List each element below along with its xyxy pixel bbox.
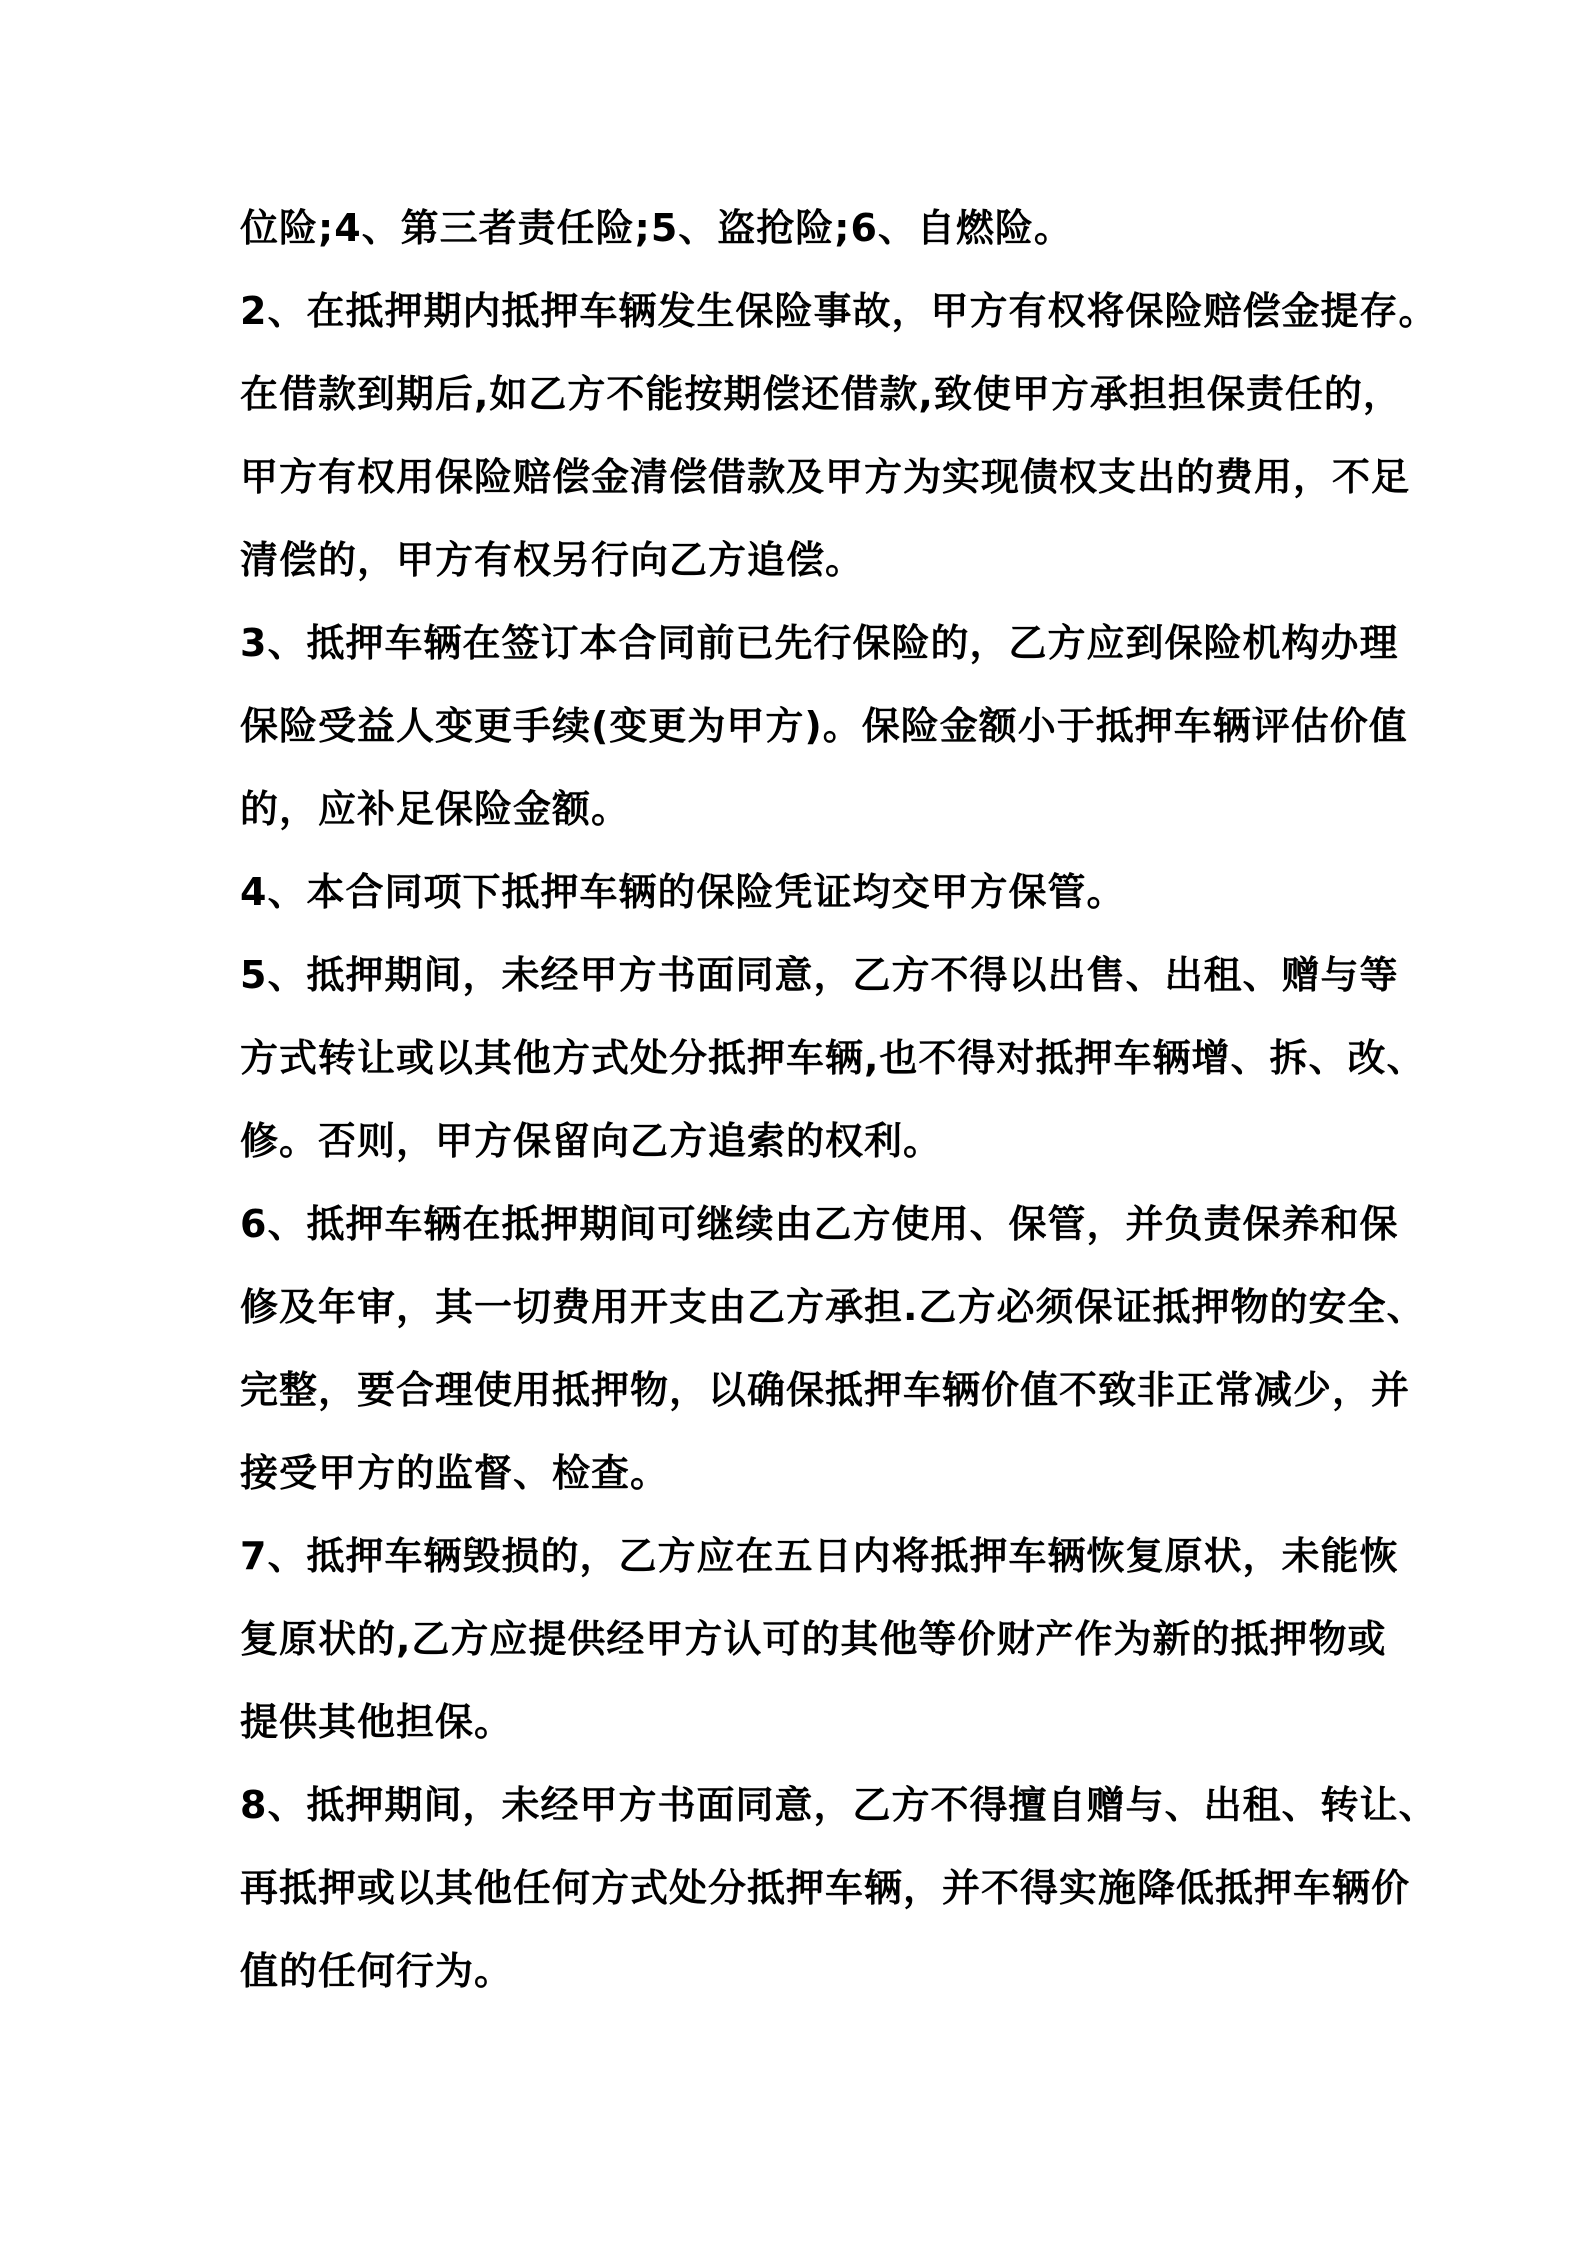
text-line: 提供其他担保。 [240,1700,514,1744]
text-line: 8、抵押期间，未经甲方书面同意，乙方不得擅自赠与、出租、转让、 [240,1783,1438,1827]
text-line: 甲方有权用保险赔偿金清偿借款及甲方为实现债权支出的费用，不足 [240,455,1411,499]
text-line: 修。否则，甲方保留向乙方追索的权利。 [240,1119,943,1163]
text-line: 保险受益人变更手续(变更为甲方)。保险金额小于抵押车辆评估价值 [240,704,1408,748]
contract-text-block [240,187,1438,2013]
text-line: 的，应补足保险金额。 [240,787,631,831]
text-line: 6、抵押车辆在抵押期间可继续由乙方使用、保管，并负责保养和保 [240,1202,1399,1246]
text-line: 2、在抵押期内抵押车辆发生保险事故，甲方有权将保险赔偿金提存。 [240,289,1438,333]
text-line: 5、抵押期间，未经甲方书面同意，乙方不得以出售、出租、赠与等 [240,953,1399,997]
text-line: 完整，要合理使用抵押物，以确保抵押车辆价值不致非正常减少，并 [240,1368,1411,1412]
text-line: 复原状的,乙方应提供经甲方认可的其他等价财产作为新的抵押物或 [240,1617,1387,1661]
text-line: 再抵押或以其他任何方式处分抵押车辆，并不得实施降低抵押车辆价 [240,1866,1411,1910]
text-line: 7、抵押车辆毁损的，乙方应在五日内将抵押车辆恢复原状，未能恢 [240,1534,1399,1578]
text-line: 在借款到期后,如乙方不能按期偿还借款,致使甲方承担担保责任的， [240,372,1402,416]
text-line: 位险;4、第三者责任险;5、盗抢险;6、自燃险。 [240,206,1073,250]
text-line: 4、本合同项下抵押车辆的保险凭证均交甲方保管。 [240,870,1126,914]
text-line: 修及年审，其一切费用开支由乙方承担.乙方必须保证抵押物的安全、 [240,1285,1426,1329]
text-line: 方式转让或以其他方式处分抵押车辆,也不得对抵押车辆增、拆、改、 [240,1036,1426,1080]
text-line: 3、抵押车辆在签订本合同前已先行保险的，乙方应到保险机构办理 [240,621,1399,665]
text-line: 清偿的，甲方有权另行向乙方追偿。 [240,538,865,582]
text-line: 接受甲方的监督、检查。 [240,1451,670,1495]
text-line: 值的任何行为。 [240,1949,514,1993]
